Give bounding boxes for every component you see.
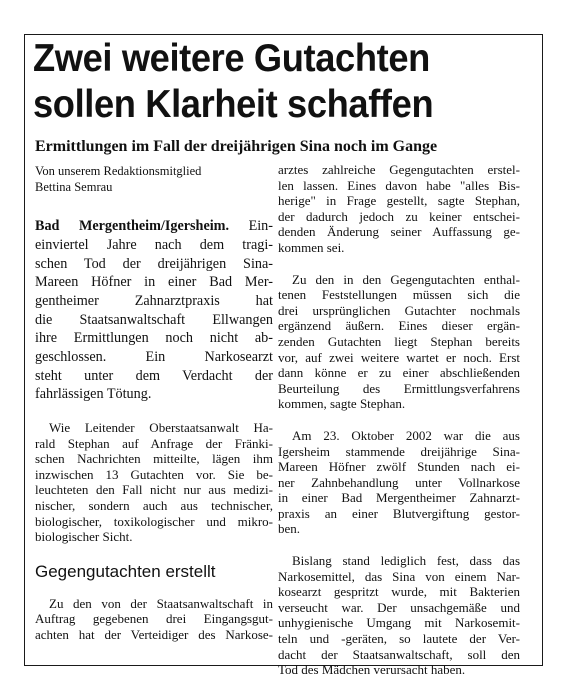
paragraph-2 [35,596,273,643]
paragraph-3 [278,162,520,256]
text-line: zenden Gutachten liegt Stephan bereits [278,333,520,349]
text-line: Auftrag gegebenen drei Eingangsgut- [35,611,273,627]
text-line: ergänzend äußern. Eines dieser ergän- [278,318,520,334]
lead-line: ihre Ermittlungen noch nicht ab- [35,330,273,347]
text-line: rald Stephan auf Anfrage der Fränki- [35,435,273,451]
lead-line: Mareen Höfner in einer Bad Mer- [35,274,273,291]
text-line: der dadurch jedoch zu keiner entschei- [278,208,520,224]
text-line: Mareen Höfner zwölf Stunden nach ei- [278,459,520,475]
text-line: nischer, sondern auch aus technischer, [35,498,273,514]
lead-line: Bad Mergentheim/Igersheim. Ein- [35,218,273,235]
text-line: Igersheim stammende dreijährige Sina- [278,443,520,459]
text-line: achten hat der Verteidiger des Narkose- [35,627,273,643]
left-column [35,164,273,643]
lead-line: einviertel Jahre nach dem tragi- [35,236,273,253]
text-line: len lassen. Eines davon habe "alles Bis- [278,177,520,193]
byline-author: Bettina Semrau [35,179,113,194]
text-line: Zu den in den Gegengutachten enthal- [292,271,520,287]
text-line: kosearzt gespritzt wurde, mit Bakterien [278,584,520,600]
dateline: Bad Mergentheim/Igersheim. [35,218,230,235]
text-line: inzwischen 13 Gutachten vor. Sie be- [35,466,273,482]
text-line: denden Änderung seiner Auffassung ge- [278,224,520,240]
text-line: herige" in Frage gestellt, sagte Stephan, [278,193,520,209]
lead-paragraph [35,217,273,404]
text-line: verseucht war. Der unsachgemäße und [278,599,520,615]
lead-line: schen Tod der dreijährigen Sina- [35,255,273,272]
headline [33,36,507,128]
text-line: Tod des Mädchen verursacht haben. [278,662,466,678]
text-line: kommen sei. [278,239,345,255]
lead-line: die Staatsanwaltschaft Ellwangen [35,311,273,328]
paragraph-1 [35,420,273,545]
lead-line: gentheimer Zahnarztpraxis hat [35,292,273,309]
paragraph-5 [278,428,520,537]
text-line: drei ursprünglichen Gutachter nochmals [278,302,520,318]
subheadline: Ermittlungen im Fall der dreijährigen Sina noch im Gange [35,138,438,155]
text-line: biologischer, toxikologischer und mikro- [35,513,273,529]
text-line: dann könne er zu einer abschließenden [278,365,520,381]
text-line: ben. [278,521,301,537]
lead-line: fahrlässigen Tötung. [35,386,152,403]
text-line: schen Nachrichten mitteilte, lägen ihm [35,451,273,467]
text-line: Zu den von der Staatsanwaltschaft in [49,595,273,611]
text-line: Am 23. Oktober 2002 war die aus [292,427,520,443]
paragraph-6 [278,553,520,678]
text-line: biologischer Sicht. [35,529,133,545]
section-heading: Gegengutachten erstellt [35,561,216,581]
text-line: Narkosemittel, das Sina von einem Nar- [278,568,520,584]
text-line: arztes zahlreiche Gegengutachten erstel- [278,162,520,177]
lead-line: geschlossen. Ein Narkosearzt [35,349,273,365]
text-line: leuchteten den Fall nicht nur aus medizi- [35,482,273,498]
text-line: teln und -geräten, so lautete der Ver- [278,631,520,647]
text-line: Wie Leitender Oberstaatsanwalt Ha- [49,420,273,436]
text-line: kommen, sagte Stephan. [278,396,406,412]
text-line: vor, auf zwei weitere wartet er noch. Erst [278,349,520,365]
paragraph-4 [278,272,520,412]
text-line: dacht der Staatsanwaltschaft, soll den [278,646,520,662]
text-line: Bislang stand lediglich fest, dass das [292,553,520,569]
right-column [278,162,520,678]
text-line: Beurteilung des Ermittlungsverfahrens [278,380,520,396]
headline-line-1: Zwei weitere Gutachten [33,37,430,80]
text-line: praxis an einer Blutvergiftung gestor- [278,505,520,521]
lead-line: steht unter dem Verdacht der [35,367,273,384]
byline [35,164,273,195]
text-line: ner Zahnbehandlung unter Vollnarkose [278,474,520,490]
headline-line-2: sollen Klarheit schaffen [33,83,434,126]
text-line: tenen Feststellungen müssen sich die [278,287,520,303]
text-line: in einer Bad Mergentheimer Zahnarzt- [278,490,520,506]
text-line: unhygienische Umgang mit Narkosemit- [278,615,520,631]
byline-line: Von unserem Redaktionsmitglied [35,164,202,178]
